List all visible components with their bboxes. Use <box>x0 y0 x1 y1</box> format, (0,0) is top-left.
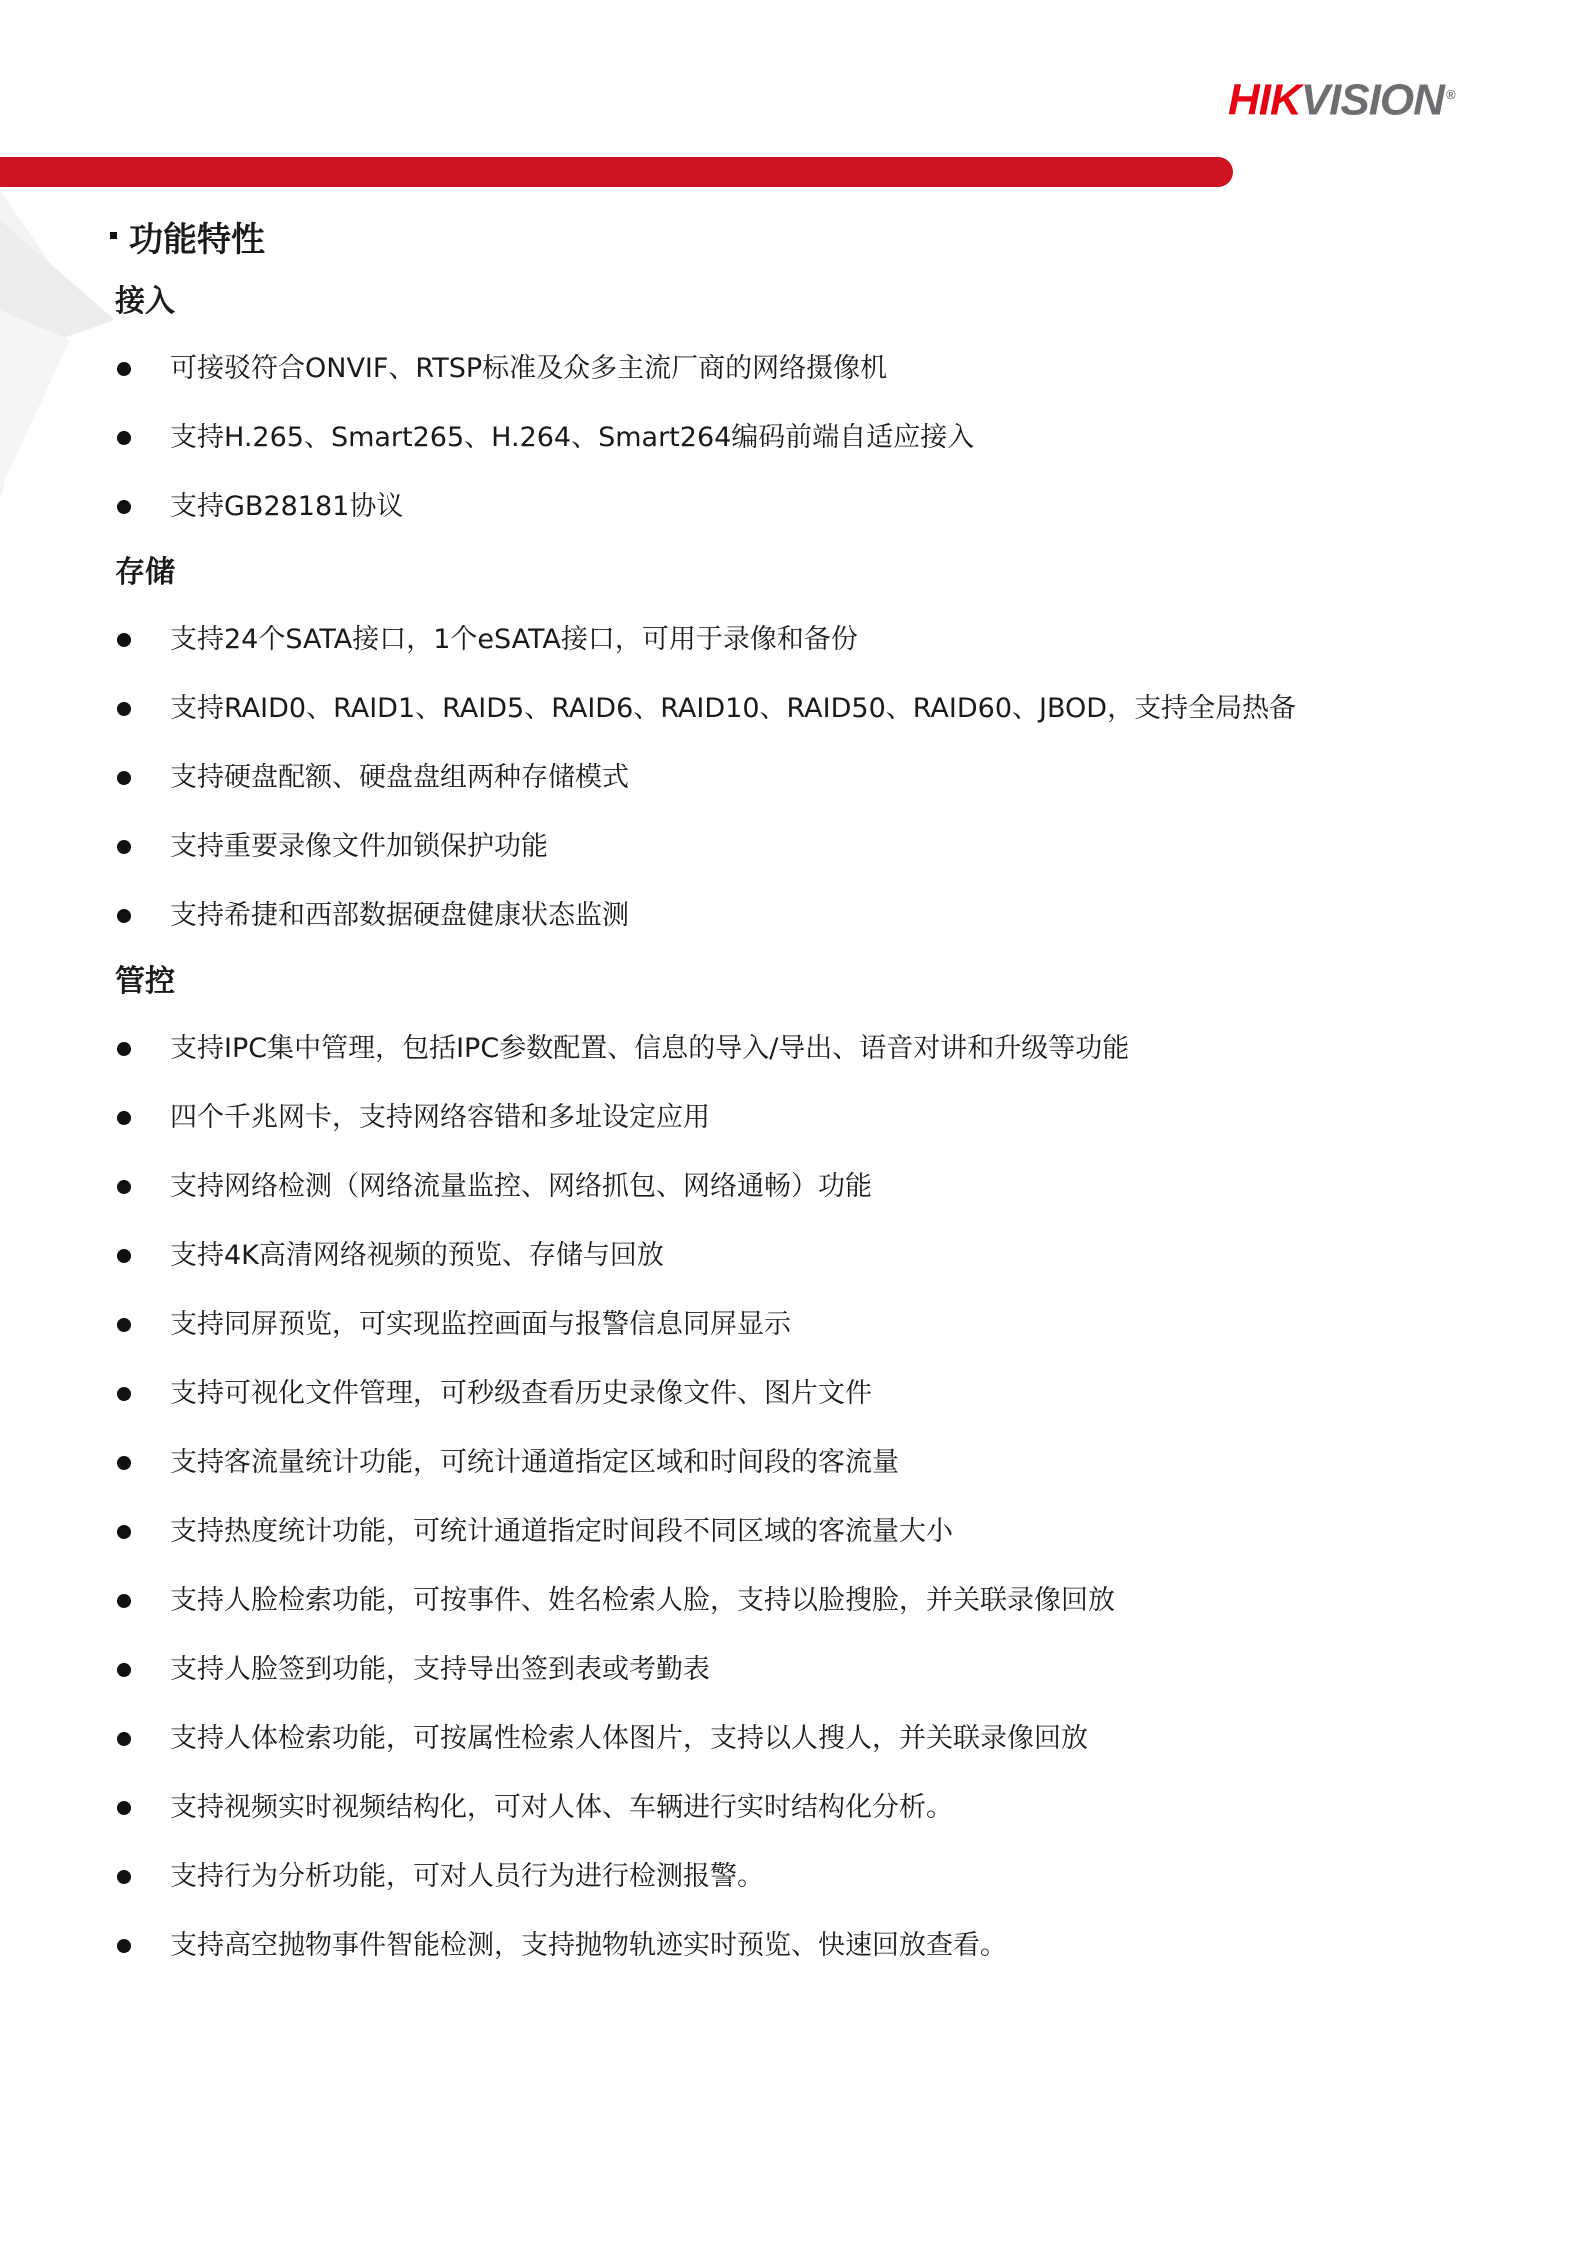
registered-mark: ® <box>1445 87 1455 102</box>
bullet-icon <box>117 1111 131 1125</box>
list-item <box>0 743 1587 812</box>
group-heading: 接入 <box>115 284 175 319</box>
list-item <box>0 1359 1587 1428</box>
list-item <box>0 1014 1587 1083</box>
feature-group <box>0 270 1587 541</box>
list-item <box>0 1566 1587 1635</box>
list-item <box>0 403 1587 472</box>
list-item-text: 支持IPC集中管理，包括IPC参数配置、信息的导入/导出、语音对讲和升级等功能 <box>170 1033 1130 1064</box>
list-item-text: 支持同屏预览，可实现监控画面与报警信息同屏显示 <box>170 1309 791 1340</box>
bullet-icon <box>117 1870 131 1884</box>
bullet-icon <box>117 909 131 923</box>
bullet-icon <box>117 1318 131 1332</box>
group-heading: 管控 <box>115 964 175 999</box>
list-item-text: 支持GB28181协议 <box>170 491 404 522</box>
bullet-icon <box>117 1663 131 1677</box>
section-title: 功能特性 <box>129 220 265 260</box>
bullet-icon <box>117 1525 131 1539</box>
bullet-icon <box>117 1042 131 1056</box>
bullet-icon <box>117 633 131 647</box>
header-accent-bar <box>0 157 1233 187</box>
feature-content <box>0 210 1587 1980</box>
bullet-icon <box>117 1387 131 1401</box>
bullet-icon <box>117 1249 131 1263</box>
feature-list <box>0 334 1587 541</box>
list-item <box>0 1152 1587 1221</box>
list-item-text: 四个千兆网卡，支持网络容错和多址设定应用 <box>170 1102 710 1133</box>
bullet-icon <box>117 500 131 514</box>
list-item <box>0 1704 1587 1773</box>
list-item <box>0 1911 1587 1980</box>
list-item-text: 支持希捷和西部数据硬盘健康状态监测 <box>170 900 629 931</box>
bullet-icon <box>117 1801 131 1815</box>
list-item <box>0 334 1587 403</box>
list-item-text: 支持人脸签到功能，支持导出签到表或考勤表 <box>170 1654 710 1685</box>
list-item <box>0 1635 1587 1704</box>
list-item <box>0 812 1587 881</box>
list-item <box>0 605 1587 674</box>
list-item-text: 支持重要录像文件加锁保护功能 <box>170 831 548 862</box>
list-item-text: 支持RAID0、RAID1、RAID5、RAID6、RAID10、RAID50、RAID60、JBOD，支持全局热备 <box>170 693 1297 724</box>
list-item-text: 支持网络检测（网络流量监控、网络抓包、网络通畅）功能 <box>170 1171 872 1202</box>
bullet-icon <box>117 431 131 445</box>
list-item-text: 支持4K高清网络视频的预览、存储与回放 <box>170 1240 664 1271</box>
feature-list <box>0 1014 1587 1980</box>
list-item-text: 支持H.265、Smart265、H.264、Smart264编码前端自适应接入 <box>170 422 975 453</box>
list-item-text: 支持视频实时视频结构化，可对人体、车辆进行实时结构化分析。 <box>170 1792 953 1823</box>
list-item-text: 支持人脸检索功能，可按事件、姓名检索人脸，支持以脸搜脸，并关联录像回放 <box>170 1585 1115 1616</box>
list-item-text: 支持行为分析功能，可对人员行为进行检测报警。 <box>170 1861 764 1892</box>
list-item <box>0 1497 1587 1566</box>
group-heading: 存储 <box>115 555 175 590</box>
feature-group <box>0 541 1587 950</box>
bullet-icon <box>117 1594 131 1608</box>
list-item <box>0 674 1587 743</box>
bullet-icon <box>117 1180 131 1194</box>
list-item <box>0 1083 1587 1152</box>
section-heading <box>110 210 1587 270</box>
list-item-text: 支持高空抛物事件智能检测，支持抛物轨迹实时预览、快速回放查看。 <box>170 1930 1007 1961</box>
list-item-text: 支持热度统计功能，可统计通道指定时间段不同区域的客流量大小 <box>170 1516 953 1547</box>
list-item <box>0 1221 1587 1290</box>
bullet-icon <box>117 1456 131 1470</box>
list-item-text: 支持人体检索功能，可按属性检索人体图片，支持以人搜人，并关联录像回放 <box>170 1723 1088 1754</box>
list-item <box>0 881 1587 950</box>
list-item <box>0 1773 1587 1842</box>
list-item <box>0 1428 1587 1497</box>
feature-groups <box>0 270 1587 1980</box>
bullet-icon <box>117 1939 131 1953</box>
bullet-icon <box>117 1732 131 1746</box>
bullet-icon <box>117 771 131 785</box>
list-item-text: 支持硬盘配额、硬盘盘组两种存储模式 <box>170 762 629 793</box>
logo-text-hik: HIK <box>1228 75 1301 125</box>
heading-square-icon <box>110 232 117 239</box>
list-item-text: 支持24个SATA接口，1个eSATA接口，可用于录像和备份 <box>170 624 858 655</box>
list-item <box>0 1290 1587 1359</box>
list-item-text: 支持客流量统计功能，可统计通道指定区域和时间段的客流量 <box>170 1447 899 1478</box>
list-item-text: 可接驳符合ONVIF、RTSP标准及众多主流厂商的网络摄像机 <box>170 353 888 384</box>
bullet-icon <box>117 362 131 376</box>
feature-group <box>0 950 1587 1980</box>
feature-list <box>0 605 1587 950</box>
list-item <box>0 1842 1587 1911</box>
hikvision-logo <box>1228 70 1528 125</box>
list-item <box>0 472 1587 541</box>
logo-text-vision: VISION <box>1300 75 1444 125</box>
bullet-icon <box>117 840 131 854</box>
list-item-text: 支持可视化文件管理，可秒级查看历史录像文件、图片文件 <box>170 1378 872 1409</box>
bullet-icon <box>117 702 131 716</box>
